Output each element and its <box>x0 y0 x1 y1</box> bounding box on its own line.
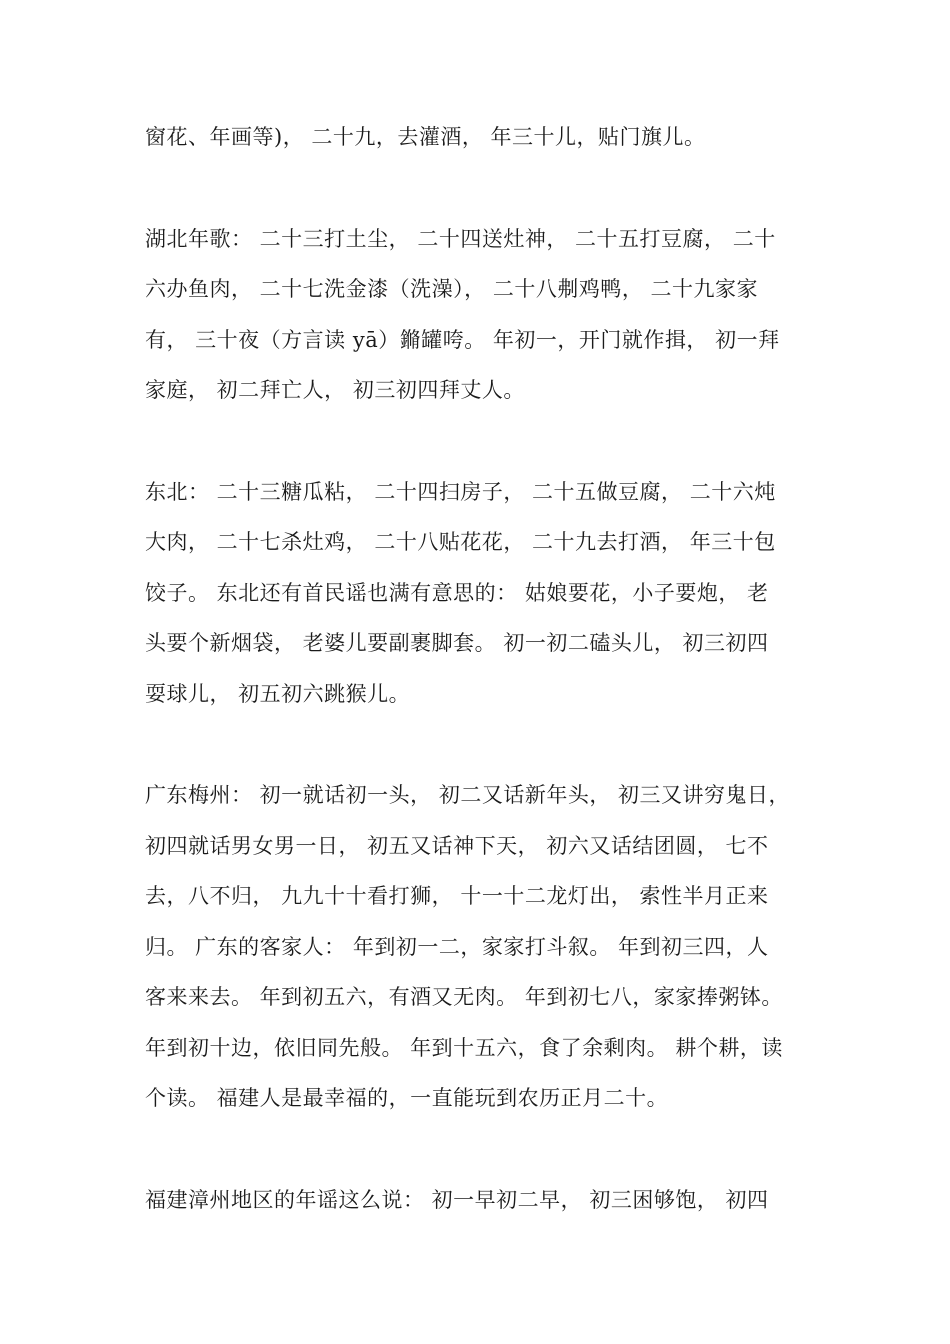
paragraph-northeast-song <box>145 467 810 720</box>
text-line: 东北： 二十三糖瓜粘， 二十四扫房子， 二十五做豆腐， 二十六炖 <box>145 479 776 504</box>
text-line: 六办鱼肉， 二十七洗金漆（洗澡）， 二十八刜鸡鸭， 二十九家家 <box>145 277 759 301</box>
paragraph-fujian-zhangzhou <box>145 1175 810 1226</box>
text-line: 去，八不归， 九九十十看打狮， 十一十二龙灯出， 索性半月正来 <box>145 884 769 908</box>
text-line: 窗花、年画等)， 二十九，去灌酒， 年三十儿，贴门旗儿。 <box>145 125 706 149</box>
text-line: 福建漳州地区的年谣这么说： 初一早初二早， 初三困够饱， 初四 <box>145 1187 769 1212</box>
paragraph-guangdong-meizhou <box>145 770 810 1124</box>
text-line: 年到初十边，依旧同先般。 年到十五六，食了余剩肉。 耕个耕，读 <box>145 1035 783 1060</box>
text-line: 归。 广东的客家人： 年到初一二，家家打斗叙。 年到初三四，人 <box>145 934 769 959</box>
paragraph-hubei-song <box>145 214 810 416</box>
document-page <box>145 112 810 1276</box>
text-line: 湖北年歌： 二十三打土尘， 二十四送灶神， 二十五打豆腐， 二十 <box>145 226 776 251</box>
text-line: 有， 三十夜（方言读 yā）鏅罐咵。 年初一，开门就作揖， 初一拜 <box>145 327 780 352</box>
text-line: 初四就话男女男一日， 初五又话神下天， 初六又话结团圆， 七不 <box>145 833 769 858</box>
text-line: 家庭， 初二拜亡人， 初三初四拜丈人。 <box>145 378 525 402</box>
text-line: 个读。 福建人是最幸福的，一直能玩到农历正月二十。 <box>145 1086 669 1110</box>
paragraph-intro-tail <box>145 112 810 163</box>
text-line: 大肉， 二十七杀灶鸡， 二十八贴花花， 二十九去打酒， 年三十包 <box>145 530 776 554</box>
text-line: 客来来去。 年到初五六，有酒又无肉。 年到初七八，家家捧粥钵。 <box>145 985 783 1009</box>
text-line: 饺子。 东北还有首民谣也满有意思的： 姑娘要花，小子要炮， 老 <box>145 580 769 605</box>
text-line: 头要个新烟袋， 老婆儿要副裹脚套。 初一初二磕头儿， 初三初四 <box>145 631 769 655</box>
text-line: 耍球儿， 初五初六跳猴儿。 <box>145 681 411 706</box>
text-line: 广东梅州： 初一就话初一头， 初二又话新年头， 初三又讲穷鬼日， <box>145 783 791 807</box>
